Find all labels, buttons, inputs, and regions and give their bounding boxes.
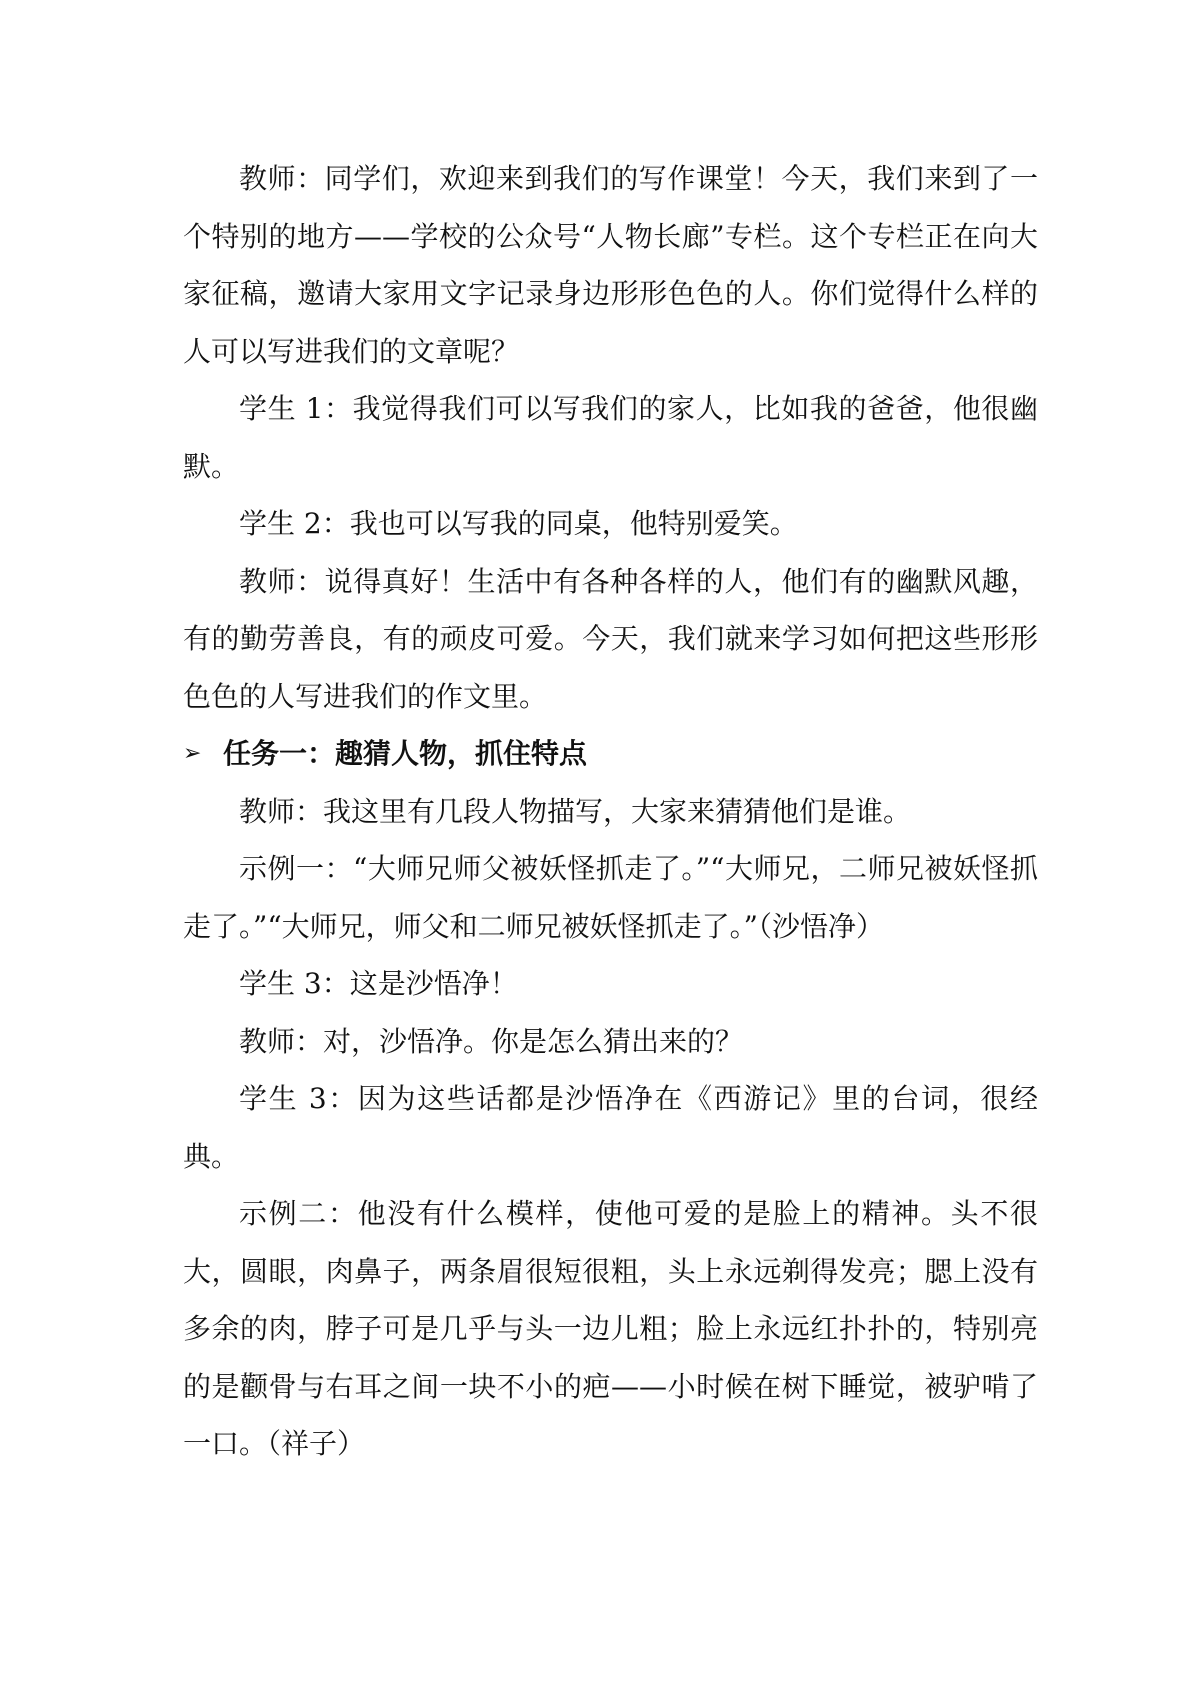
paragraph-student-2: 学生 2：我也可以写我的同桌，他特别爱笑。 (239, 507, 798, 540)
paragraph-student-3-reason: 学生 3：因为这些话都是沙悟净在《西游记》里的台词，很经典。 (183, 1082, 1038, 1173)
paragraph-example-2: 示例二：他没有什么模样，使他可爱的是脸上的精神。头不很大，圆眼，肉鼻子，两条眉很短很粗，头上永远剃得发亮；腮上没有多余的肉，脖子可是几乎与头一边儿粗；脸上永远红扑扑的，特别亮的是颧骨与右耳之间一块不小的疤——小时候在树下睡觉，被驴啃了一口。（祥子） (183, 1197, 1038, 1460)
section-heading-task-1 (183, 725, 1038, 783)
paragraph-example-1: 示例一：“大师兄师父被妖怪抓走了。”“大师兄，二师兄被妖怪抓走了。”“大师兄，师父和二师兄被妖怪抓走了。”（沙悟净） (183, 852, 1038, 943)
paragraph-student-1: 学生 1：我觉得我们可以写我们的家人，比如我的爸爸，他很幽默。 (183, 392, 1038, 483)
arrow-bullet-icon: ➢ (183, 741, 202, 766)
paragraph-teacher-intro: 教师：同学们，欢迎来到我们的写作课堂！今天，我们来到了一个特别的地方——学校的公众号“人物长廊”专栏。这个专栏正在向大家征稿，邀请大家用文字记录身边形形色色的人。你们觉得什么样的人可以写进我们的文章呢？ (183, 162, 1038, 368)
section-heading-text: 任务一：趣猜人物，抓住特点 (223, 737, 588, 770)
paragraph-teacher-guess: 教师：我这里有几段人物描写，大家来猜猜他们是谁。 (239, 794, 912, 828)
paragraph-teacher-reply: 教师：说得真好！生活中有各种各样的人，他们有的幽默风趣，有的勤劳善良，有的顽皮可爱。今天，我们就来学习如何把这些形形色色的人写进我们的作文里。 (183, 564, 1038, 713)
paragraph-teacher-question: 教师：对，沙悟净。你是怎么猜出来的？ (239, 1024, 744, 1058)
paragraph-student-3-answer: 学生 3：这是沙悟净！ (239, 967, 518, 1000)
document-page (183, 150, 1038, 1473)
